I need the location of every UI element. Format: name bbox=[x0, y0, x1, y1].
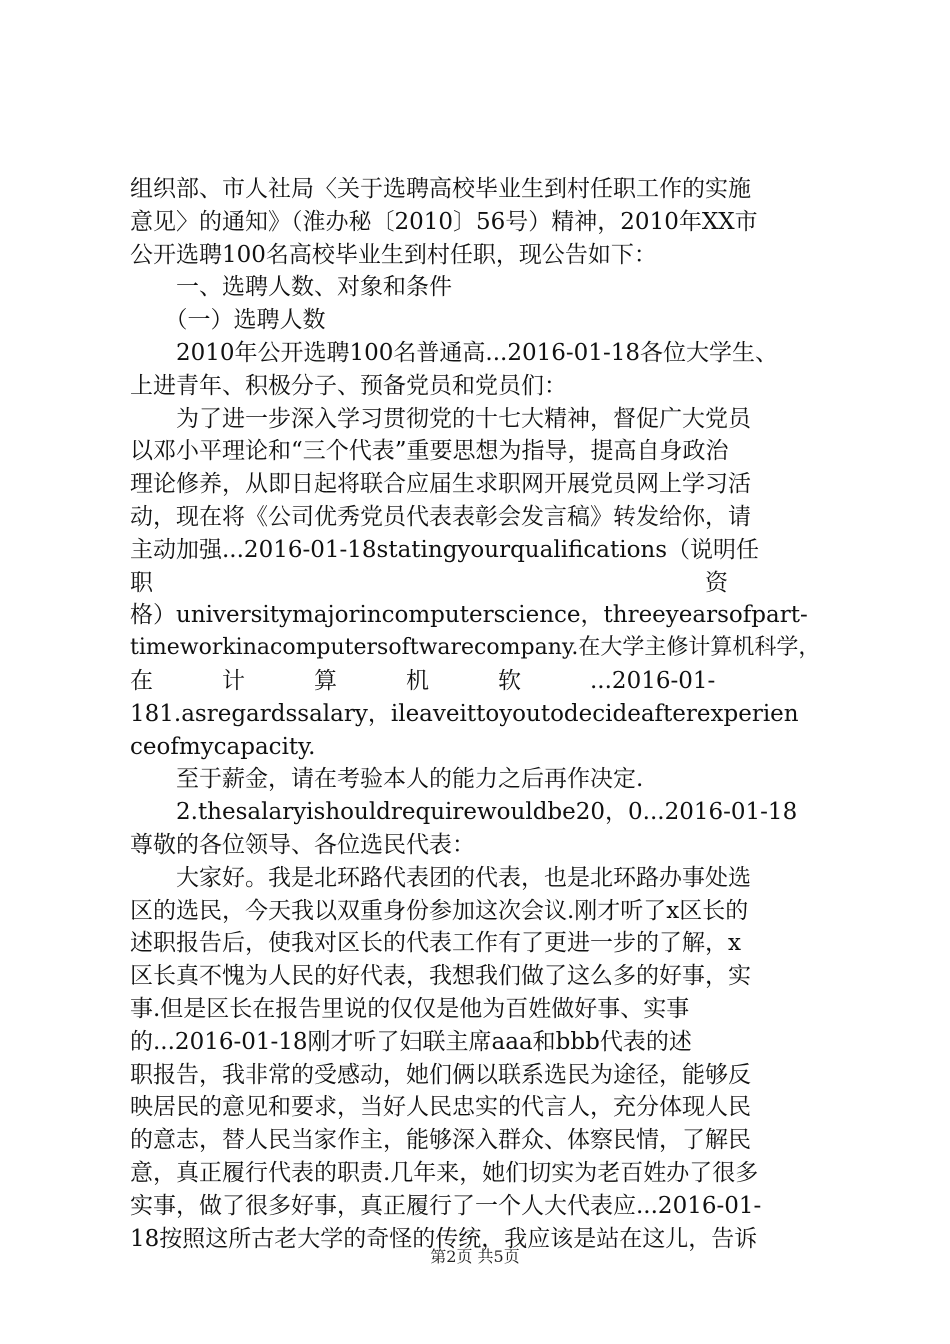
text-line: 理论修养，从即日起将联合应届生求职网开展党员网上学习活 bbox=[130, 471, 751, 498]
text-line: 以邓小平理论和“三个代表”重要思想为指导，提高自身政治 bbox=[130, 438, 729, 465]
text-line: 的意志，替人民当家作主，能够深入群众、体察民情，了解民 bbox=[130, 1127, 751, 1154]
text-line: 动，现在将《公司优秀党员代表表彰会发言稿》转发给你，请 bbox=[130, 503, 751, 530]
text-line: 实事，做了很多好事，真正履行了一个人大代表应...2016-01- bbox=[130, 1192, 762, 1219]
text-line: 映居民的意见和要求，当好人民忠实的代言人，充分体现人民 bbox=[130, 1094, 751, 1121]
text-line: 18按照这所古老大学的奇怪的传统，我应该是站在这儿，告诉 bbox=[130, 1225, 758, 1252]
text-line: 公开选聘100名高校毕业生到村任职，现公告如下： bbox=[130, 241, 657, 268]
text-line: 上进青年、积极分子、预备党员和党员们： bbox=[130, 372, 567, 399]
text-line: 的...2016-01-18刚才听了妇联主席aaa和bbb代表的述 bbox=[130, 1028, 692, 1055]
text-line: 职报告，我非常的受感动，她们俩以联系选民为途径，能够反 bbox=[130, 1061, 751, 1088]
text-line: 尊敬的各位领导、各位选民代表： bbox=[130, 831, 475, 858]
text-line: 意，真正履行代表的职责.几年来，她们切实为老百姓办了很多 bbox=[130, 1159, 759, 1186]
text-line: 事.但是区长在报告里说的仅仅是他为百姓做好事、实事 bbox=[130, 995, 690, 1022]
text-line: 主动加强...2016-01-18statingyourqualifications（说明任 bbox=[130, 536, 760, 563]
text-line: 格）universitymajorincomputerscience，threeyearsofpart- bbox=[130, 602, 808, 629]
text-line: 区的选民，今天我以双重身份参加这次会议.刚才听了x区长的 bbox=[130, 897, 749, 924]
text-line: 为了进一步深入学习贯彻党的十七大精神，督促广大党员 bbox=[130, 405, 751, 432]
subsection-heading: （一）选聘人数 bbox=[130, 307, 326, 334]
text-line: ceofmycapacity. bbox=[130, 733, 316, 760]
text-line: 区长真不愧为人民的好代表，我想我们做了这么多的好事，实 bbox=[130, 963, 751, 990]
text-line: 职 资 bbox=[130, 569, 728, 596]
text-line: 述职报告后，使我对区长的代表工作有了更进一步的了解，x bbox=[130, 930, 741, 957]
text-line: 意见〉的通知》（淮办秘〔2010〕56号）精神，2010年XX市 bbox=[130, 208, 758, 235]
text-line: 至于薪金，请在考验本人的能力之后再作决定. bbox=[130, 766, 644, 793]
page-number-footer: 第2页 共5页 bbox=[430, 1247, 520, 1266]
text-line: timeworkinacomputersoftwarecompany.在大学主修计算机科学， bbox=[130, 635, 821, 661]
text-line: 2010年公开选聘100名普通高...2016-01-18各位大学生、 bbox=[130, 339, 778, 366]
text-line: 181.asregardssalary，ileaveittoyoutodecideafterexperien bbox=[130, 700, 799, 727]
section-heading: 一、选聘人数、对象和条件 bbox=[130, 274, 452, 301]
text-line: 2.thesalaryishouldrequirewouldbe20，0...2016-01-18 bbox=[130, 799, 798, 826]
text-line: 在 计 算 机 软 ...2016-01- bbox=[130, 667, 716, 694]
document-body bbox=[130, 173, 830, 1255]
text-line: 大家好。我是北环路代表团的代表，也是北环路办事处选 bbox=[130, 864, 751, 891]
text-line: 组织部、市人社局〈关于选聘高校毕业生到村任职工作的实施 bbox=[130, 176, 751, 202]
